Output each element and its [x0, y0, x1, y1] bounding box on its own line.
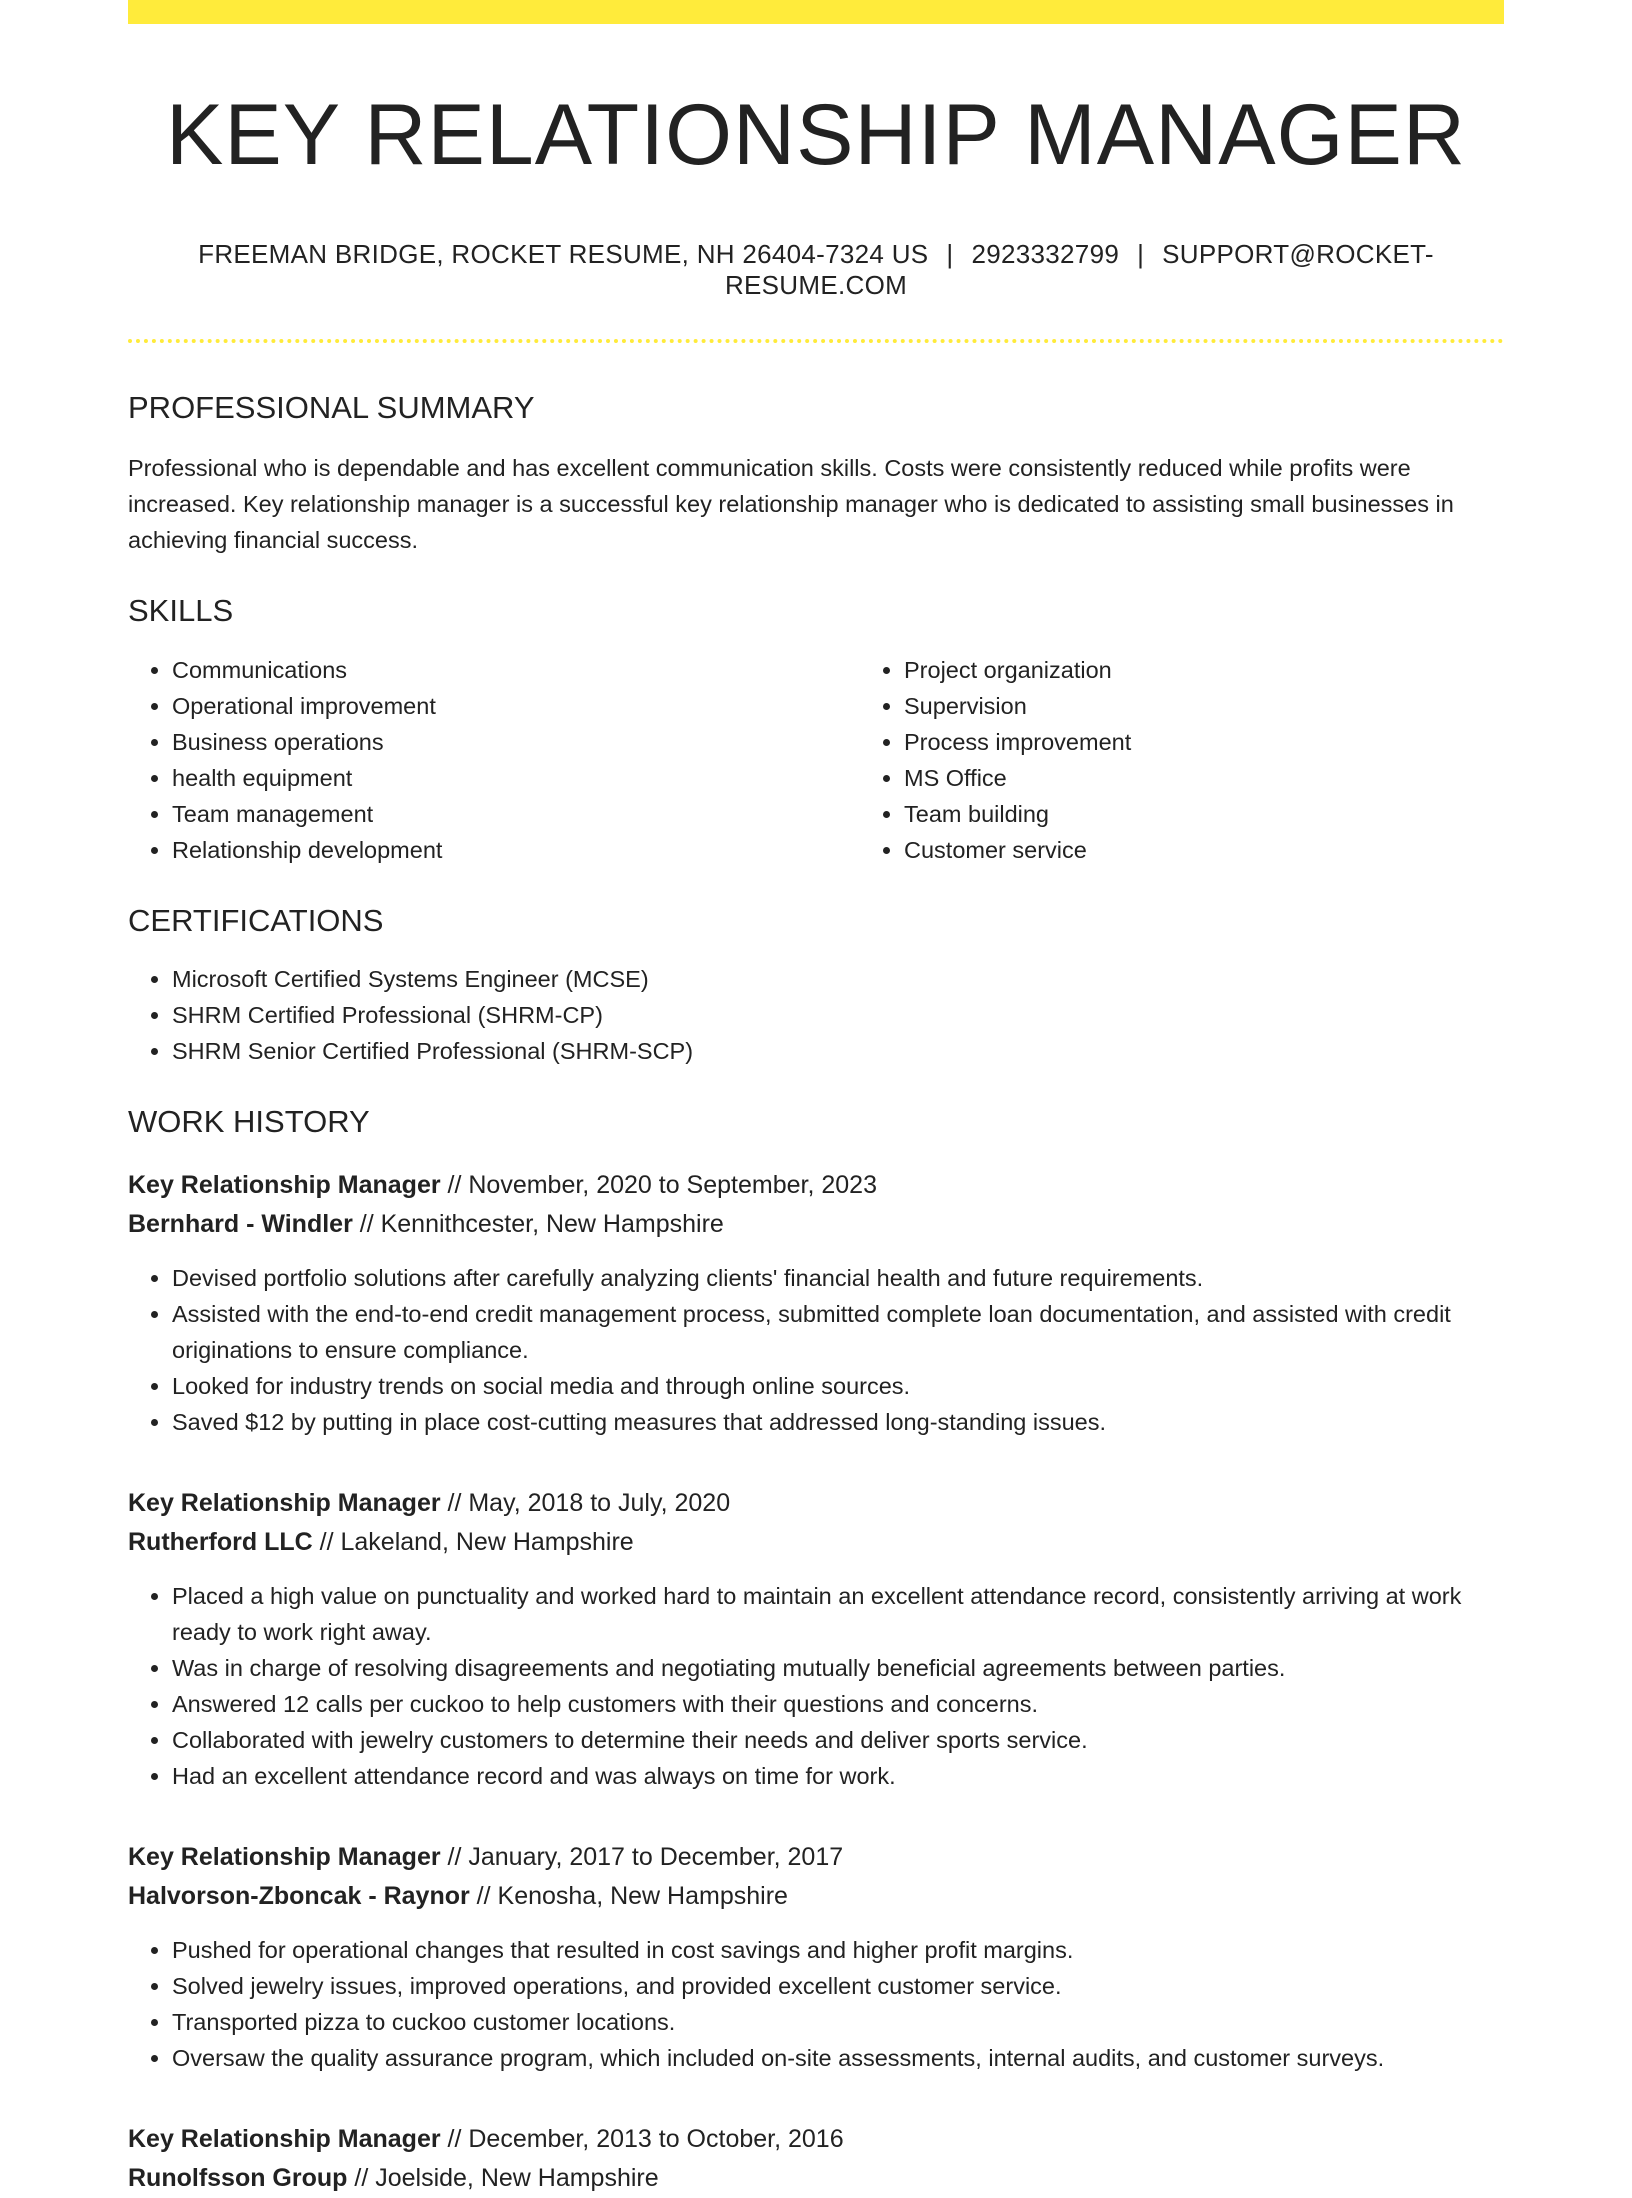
- job-bullet: • Collaborated with jewelry customers to determine their needs and deliver sports service.: [172, 1722, 1504, 1758]
- job-entry: [128, 2120, 1504, 2198]
- dotted-divider: [128, 339, 1504, 343]
- certifications-heading: CERTIFICATIONS: [128, 902, 384, 938]
- job-company: Rutherford LLC: [128, 1528, 313, 1557]
- skill-item: • Relationship development: [172, 832, 860, 868]
- skill-item: • Team building: [904, 796, 1592, 832]
- summary-heading: PROFESSIONAL SUMMARY: [128, 390, 535, 426]
- skill-item: • Supervision: [904, 688, 1592, 724]
- job-bullet: • Assisted with the end-to-end credit management process, submitted complete loan documentation, and assisted with credit originations to ensure compliance.: [172, 1296, 1504, 1368]
- job-role-line: [128, 1166, 1504, 1205]
- skill-item: • health equipment: [172, 760, 860, 796]
- skill-item: • Process improvement: [904, 724, 1592, 760]
- resume-name: KEY RELATIONSHIP MANAGER: [165, 87, 1467, 183]
- job-bullets: [128, 1932, 1504, 2076]
- job-entry: [128, 1838, 1504, 2076]
- summary-text: Professional who is dependable and has excellent communication skills. Costs were consistently reduced while profits were increased. Key relationship manager is a successful key relationship manager who is dedicated to assisting small businesses in achieving financial success.: [128, 455, 1454, 554]
- job-location: // Lakeland, New Hampshire: [312, 1528, 634, 1557]
- job-bullet: • Devised portfolio solutions after carefully analyzing clients' financial health and future requirements.: [172, 1260, 1504, 1296]
- accent-top-bar: [128, 0, 1504, 24]
- skills-heading: SKILLS: [128, 593, 234, 629]
- job-role: Key Relationship Manager: [128, 1843, 441, 1872]
- job-role-line: [128, 2120, 1504, 2159]
- contact-separator: |: [1137, 238, 1145, 269]
- job-bullet: • Pushed for operational changes that resulted in cost savings and higher profit margins.: [172, 1932, 1504, 1968]
- job-role-line: [128, 1838, 1504, 1877]
- skill-item: • Team management: [172, 796, 860, 832]
- job-bullet: • Placed a high value on punctuality and worked hard to maintain an excellent attendance record, consistently arriving at work ready to work right away.: [172, 1578, 1504, 1650]
- job-bullets: [128, 1578, 1504, 1794]
- job-entry: [128, 1166, 1504, 1440]
- skills-list-left: [128, 652, 860, 868]
- skill-item: • MS Office: [904, 760, 1592, 796]
- job-bullet: • Saved $12 by putting in place cost-cutting measures that addressed long-standing issues.: [172, 1404, 1504, 1440]
- job-role: Key Relationship Manager: [128, 1171, 441, 1200]
- job-location: // Joelside, New Hampshire: [347, 2164, 659, 2193]
- job-role-line: [128, 1484, 1504, 1523]
- contact-address: FREEMAN BRIDGE, ROCKET RESUME, NH 26404-7324 US: [198, 238, 929, 269]
- skill-item: • Business operations: [172, 724, 860, 760]
- job-bullet: • Answered 12 calls per cuckoo to help customers with their questions and concerns.: [172, 1686, 1504, 1722]
- job-company-line: [128, 1205, 1504, 1244]
- job-location: // Kennithcester, New Hampshire: [352, 1210, 724, 1239]
- contact-email: SUPPORT@ROCKET-RESUME.COM: [724, 238, 1434, 301]
- work-history-heading: WORK HISTORY: [128, 1103, 370, 1139]
- certification-item: • SHRM Certified Professional (SHRM-CP): [172, 997, 1504, 1033]
- contact-separator: |: [946, 238, 954, 269]
- skill-item: • Operational improvement: [172, 688, 860, 724]
- job-company: Bernhard - Windler: [128, 1210, 353, 1239]
- skill-item: • Customer service: [904, 832, 1592, 868]
- job-bullet: • Was in charge of resolving disagreements and negotiating mutually beneficial agreements between parties.: [172, 1650, 1504, 1686]
- job-bullet: • Had an excellent attendance record and was always on time for work.: [172, 1758, 1504, 1794]
- job-role: Key Relationship Manager: [128, 2125, 441, 2154]
- job-company-line: [128, 1523, 1504, 1562]
- skill-item: • Project organization: [904, 652, 1592, 688]
- contact-phone: 2923332799: [971, 238, 1120, 269]
- job-dates: // December, 2013 to October, 2016: [440, 2125, 844, 2154]
- skill-item: • Communications: [172, 652, 860, 688]
- job-bullet: • Solved jewelry issues, improved operations, and provided excellent customer service.: [172, 1968, 1504, 2004]
- job-bullet: • Transported pizza to cuckoo customer locations.: [172, 2004, 1504, 2040]
- skills-grid: [128, 630, 1504, 868]
- job-company: Halvorson-Zboncak - Raynor: [128, 1882, 470, 1911]
- contact-line: [128, 239, 1504, 301]
- job-location: // Kenosha, New Hampshire: [469, 1882, 788, 1911]
- job-dates: // May, 2018 to July, 2020: [440, 1489, 731, 1518]
- skills-list-right: [860, 652, 1592, 868]
- job-entry: [128, 1484, 1504, 1794]
- certifications-list: [128, 961, 1504, 1069]
- certification-item: • Microsoft Certified Systems Engineer (MCSE): [172, 961, 1504, 997]
- job-dates: // November, 2020 to September, 2023: [440, 1171, 877, 1200]
- job-bullets: [128, 1260, 1504, 1440]
- resume-page: [128, 0, 1504, 2198]
- job-company-line: [128, 1877, 1504, 1916]
- job-company-line: [128, 2159, 1504, 2198]
- certification-item: • SHRM Senior Certified Professional (SHRM-SCP): [172, 1033, 1504, 1069]
- job-role: Key Relationship Manager: [128, 1489, 441, 1518]
- job-dates: // January, 2017 to December, 2017: [440, 1843, 844, 1872]
- job-bullet: • Oversaw the quality assurance program, which included on-site assessments, internal audits, and customer surveys.: [172, 2040, 1504, 2076]
- job-company: Runolfsson Group: [128, 2164, 348, 2193]
- job-bullet: • Looked for industry trends on social media and through online sources.: [172, 1368, 1504, 1404]
